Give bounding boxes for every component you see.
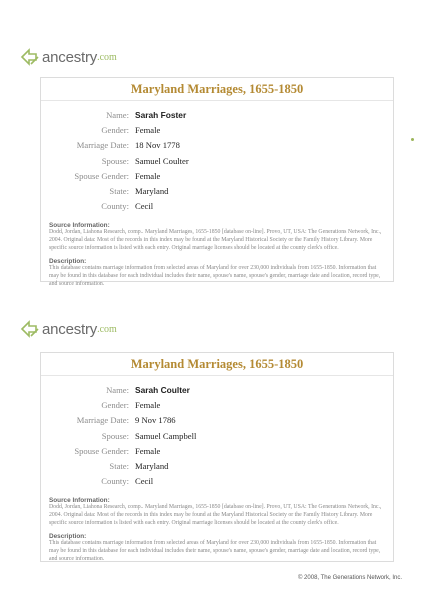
logo-tld: .com [97,323,117,335]
field-label: Name: [106,109,129,120]
field-value: Female [135,124,161,135]
field-label: Gender: [101,124,129,135]
field-value: Sarah Foster [135,109,187,120]
ancestry-logo[interactable] [20,48,117,66]
field-label: Spouse Gender: [74,445,129,456]
field-marriage-date [41,413,393,428]
field-value: Cecil [135,476,154,487]
field-spouse [41,153,393,168]
field-county [41,199,393,214]
logo-wordmark: ancestry [42,320,98,338]
description-text: This database contains marriage information from selected areas of Maryland for over 230,000 individuals from 1655-1850. Information that may be found in this database for each individual includes their name, spouse's name, spouse's gender, marriage date and location, record type, and source information. [49,540,381,563]
field-label: Spouse Gender: [74,170,129,181]
scan-speck [411,138,414,141]
field-value: Sarah Coulter [135,384,190,395]
source-section [41,497,393,564]
field-label: Gender: [101,399,129,410]
field-state [41,183,393,198]
field-value: Samuel Coulter [135,155,189,166]
field-label: State: [109,461,129,472]
field-label: County: [101,201,129,212]
field-label: Name: [106,384,129,395]
field-spouse-gender [41,443,393,458]
description-text: This database contains marriage information from selected areas of Maryland for over 230,000 individuals from 1655-1850. Information that may be found in this database for each individual includes their name, spouse's name, spouse's gender, marriage date and location, record type, and source information. [49,265,381,288]
field-county [41,474,393,489]
logo-wordmark: ancestry [42,48,98,66]
field-state [41,458,393,473]
field-label: Marriage Date: [76,415,129,426]
field-spouse-gender [41,168,393,183]
field-label: Marriage Date: [76,140,129,151]
source-heading: Source Information: [49,497,110,505]
field-value: Samuel Campbell [135,430,197,441]
field-value: Maryland [135,186,169,197]
record-card [40,77,394,288]
logo-tld: .com [97,51,117,63]
source-heading: Source Information: [49,222,110,230]
field-gender [41,122,393,137]
source-section [41,222,393,289]
record-fields [41,376,393,489]
field-value: Cecil [135,201,154,212]
field-label: Spouse: [101,430,129,441]
field-label: Spouse: [101,155,129,166]
field-label: State: [109,186,129,197]
field-marriage-date [41,138,393,153]
field-value: Maryland [135,461,169,472]
field-gender [41,397,393,412]
record-card [40,352,394,562]
field-value: 9 Nov 1786 [135,415,176,426]
ancestry-logo[interactable] [20,320,117,338]
description-heading: Description: [49,533,87,541]
field-value: Female [135,399,161,410]
field-spouse [41,428,393,443]
field-name [41,107,393,122]
field-label: County: [101,476,129,487]
source-text: Dodd, Jordan, Liahona Research, comp.. Maryland Marriages, 1655-1850 [database on-line]. Provo, UT, USA: The Generations Network, Inc., 2004. Original data: Most of the records in this index may be found at the Maryland Historical Society or the Family History Library. More specific source information is listed with each entry. Original marriage licenses should be located at the county clerk's office. [49,229,382,251]
field-value: Female [135,170,161,181]
field-value: Female [135,445,161,456]
record-title: Maryland Marriages, 1655-1850 [41,353,393,376]
record-fields [41,101,393,214]
field-value: 18 Nov 1778 [135,140,180,151]
description-heading: Description: [49,258,87,266]
leaf-icon [20,48,40,66]
record-title: Maryland Marriages, 1655-1850 [41,78,393,101]
leaf-icon [20,320,40,338]
field-name [41,382,393,397]
copyright-notice: © 2008, The Generations Network, Inc. [297,575,402,581]
source-text: Dodd, Jordan, Liahona Research, comp.. Maryland Marriages, 1655-1850 [database on-line]. Provo, UT, USA: The Generations Network, Inc., 2004. Original data: Most of the records in this index may be found at the Maryland Historical Society or the Family History Library. More specific source information is listed with each entry. Original marriage licenses should be located at the county clerk's office. [49,504,382,526]
